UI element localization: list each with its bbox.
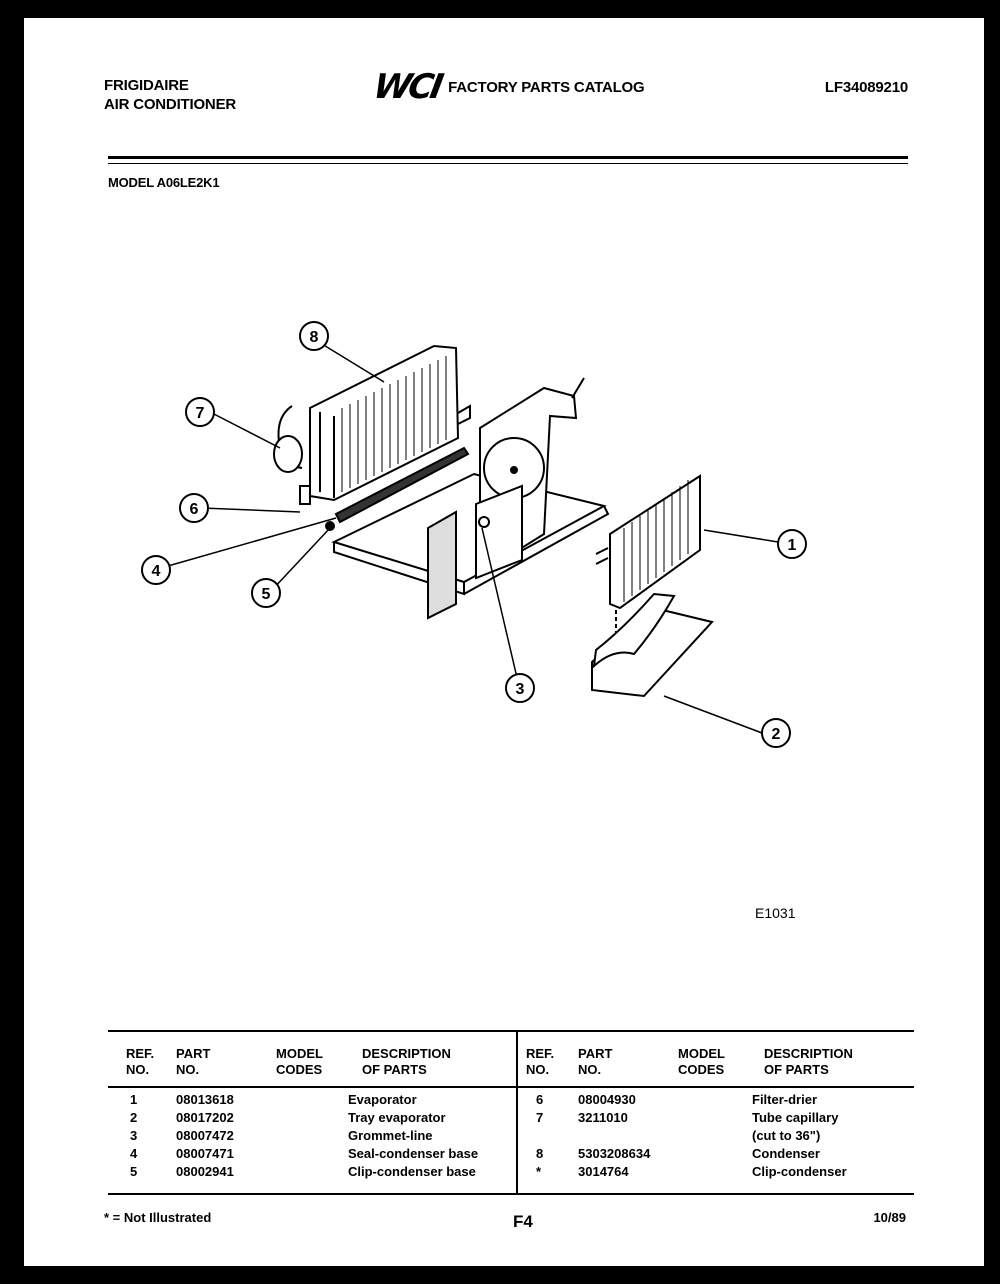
- callout-2: 2: [771, 726, 781, 743]
- condenser-coil: [310, 346, 470, 500]
- base-pan: [334, 474, 608, 594]
- evaporator-tray: [592, 594, 712, 696]
- callout-7: 7: [195, 405, 205, 422]
- header-model: MODEL CODES: [276, 1046, 323, 1077]
- header-desc: DESCRIPTION OF PARTS: [362, 1046, 451, 1077]
- grommet: [479, 517, 489, 527]
- header-desc-right: DESCRIPTION OF PARTS: [764, 1046, 853, 1077]
- model-label: MODEL A06LE2K1: [108, 175, 220, 190]
- header-rule-thick: [108, 156, 908, 159]
- callout-1: 1: [787, 537, 797, 554]
- catalog-number: LF34089210: [824, 79, 908, 96]
- header-part: PART NO.: [176, 1046, 211, 1077]
- capillary-coil: [274, 436, 302, 472]
- catalog-heading: [370, 67, 645, 107]
- page-number: F4: [513, 1212, 533, 1231]
- wci-logo: WCI: [370, 67, 444, 107]
- product-type: AIR CONDITIONER: [104, 96, 237, 113]
- catalog-title: FACTORY PARTS CATALOG: [448, 78, 645, 96]
- exploded-parts-diagram: [24, 278, 984, 758]
- header-ref-right: REF. NO.: [526, 1046, 555, 1077]
- brand-block: [104, 76, 236, 114]
- figure-code: E1031: [755, 905, 796, 921]
- callout-6: 6: [189, 501, 199, 518]
- callout-3: 3: [515, 681, 525, 698]
- header-part-right: PART NO.: [578, 1046, 613, 1077]
- header-rule-thin: [108, 163, 908, 164]
- callout-5: 5: [261, 586, 271, 603]
- callout-4: 4: [151, 563, 161, 580]
- table-top-rule: [108, 1030, 914, 1032]
- catalog-page: FRIGIDAIRE AIR CONDITIONER WCI FACTORY PARTS CATALOG LF34089210 MODEL A06LE2K1 1 2 3 4 5 6 7 8 E1031 REF. NO. PART NO. MODEL CODES DESCRIPTION OF PARTS REF. NO. PART NO. MODEL CODES DESCRIPTION OF PARTS 1 08013618 Evaporator 2 08017202 Tray evaporator 3 08007472 Grommet-line 4 08007471 Seal-condenser base 5 08002941 Clip-condenser base 6 08004930 Filter-drier 7 3211010 Tube capillary (cut to 36") 8 5303208634 Condenser * 3014764 Clip-condenser * = Not Illustrated F4 10/89: [24, 18, 984, 1266]
- filter-drier: [300, 486, 310, 504]
- brand-name: FRIGIDAIRE: [104, 77, 189, 94]
- table-bottom-rule: [108, 1193, 914, 1195]
- catalog-date: 10/89: [873, 1210, 906, 1225]
- footnote: * = Not Illustrated: [104, 1210, 212, 1225]
- table-header-rule: [108, 1086, 914, 1088]
- table-divider: [516, 1030, 518, 1195]
- callout-8: 8: [309, 329, 319, 346]
- header-model-right: MODEL CODES: [678, 1046, 725, 1077]
- header-ref: REF. NO.: [126, 1046, 155, 1077]
